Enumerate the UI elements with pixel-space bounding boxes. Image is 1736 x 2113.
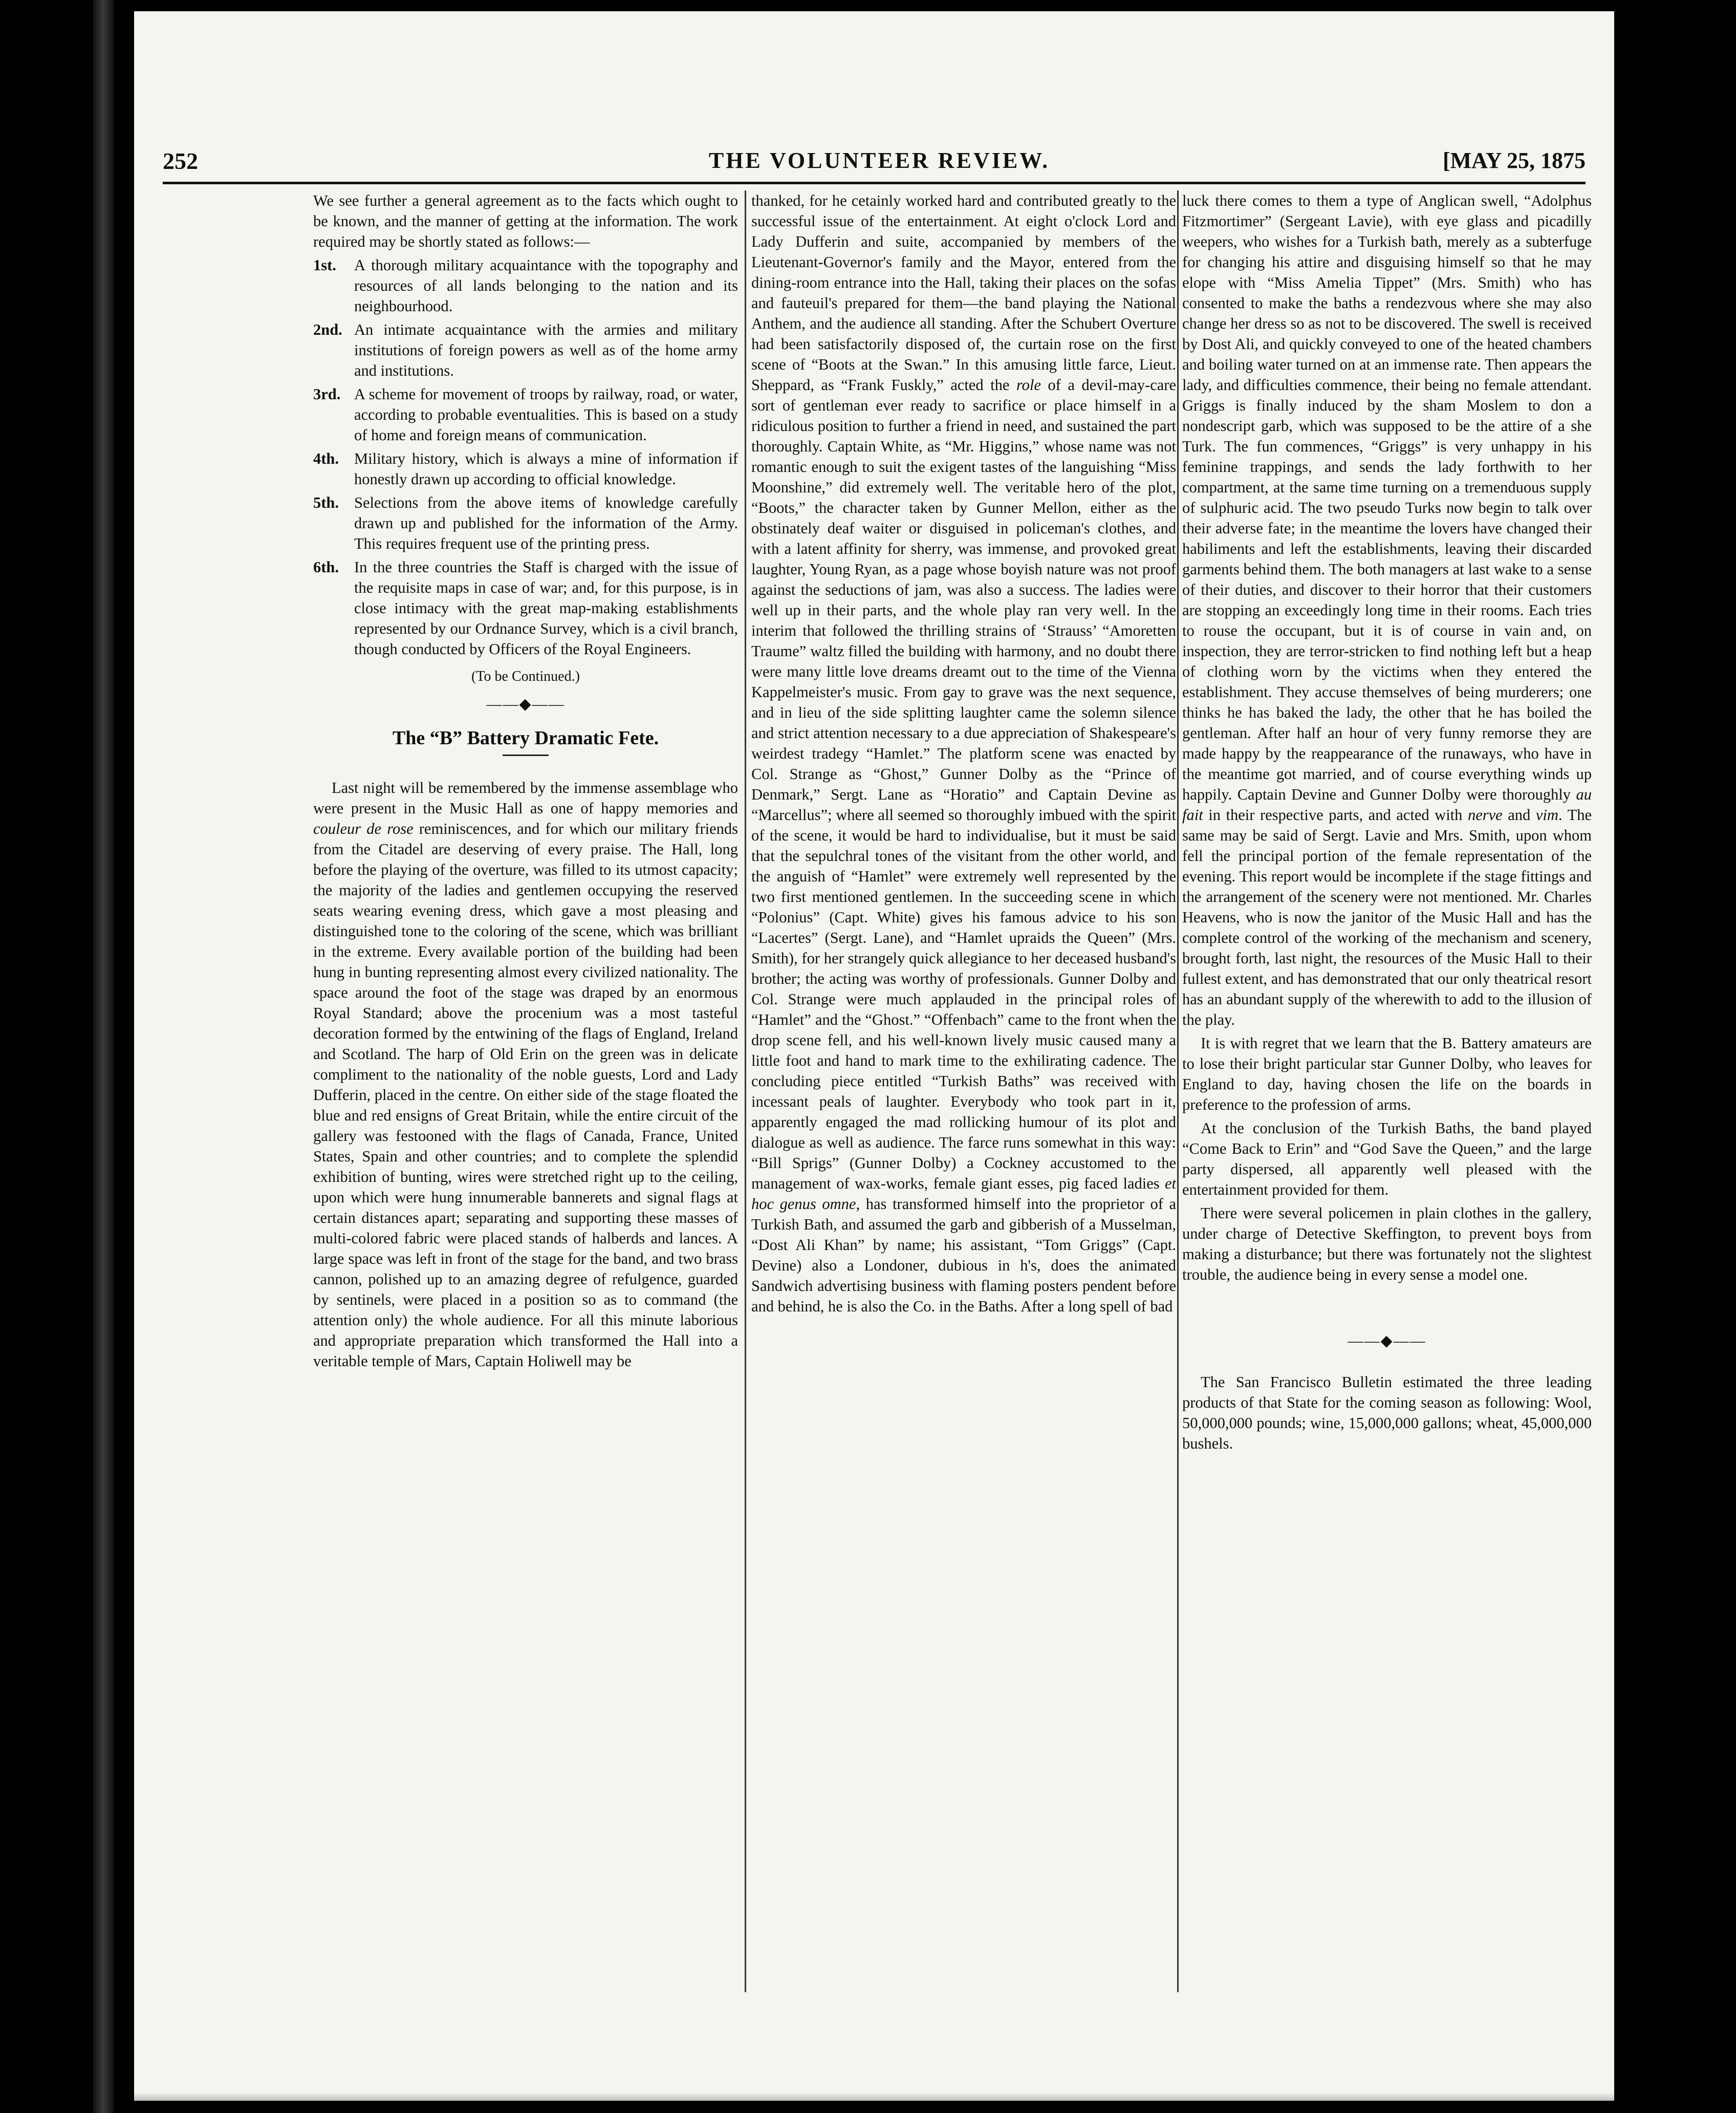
text-run: , has transformed himself into the proprietor of a Turkish Bath, and assumed the garb and gibberish of a Musselman, “Dost Ali Khan” by name; his assistant, “Tom Griggs” (Capt. Devine) also a Londoner, dubious in h's, does the animated Sandwich advertising business with flaming posters pendent before and behind, he is also the Co. in the Baths. After a long spell of bad [751, 1195, 1176, 1315]
article-title: The “B” Battery Dramatic Fete. [392, 727, 659, 749]
italic-text: couleur de rose [313, 820, 414, 837]
list-item [313, 448, 738, 489]
list-number: 3rd. [313, 385, 341, 403]
list-item [313, 492, 738, 554]
list-number: 4th. [313, 450, 339, 467]
column-3 [1182, 190, 1592, 2064]
list-item [313, 319, 738, 381]
column-1 [313, 190, 738, 2064]
list-item [313, 557, 738, 659]
text-run: . The same may be said of Sergt. Lavie and Mrs. Smith, upon whom fell the principal portion of the female representation of the evening. This report would be incomplete if the stage fittings and the arrangement of the scenery were not mentioned. Mr. Charles Heavens, who is now the janitor of the Music Hall and has the complete control of the working of the mechanism and scenery, brought forth, last night, the resources of the Music Hall to their fullest extent, and has demonstrated that our only theatrical resort has an abundant supply of the wherewith to add to the illusion of the play. [1182, 806, 1592, 1028]
list-number: 2nd. [313, 321, 342, 338]
text-run: in their respective parts, and acted with [1203, 806, 1468, 824]
text-run: and [1502, 806, 1536, 824]
film-margin-right [1616, 0, 1736, 2113]
page-number: 252 [163, 148, 198, 174]
text-run: reminiscences, and for which our military friends from the Citadel are deserving of every praise. The Hall, long before the playing of the overture, was filled to its utmost capacity; the majority of the ladies and gentlemen occupying the reserved seats wearing evening dress, which gave a most pleasing and distinguished tone to the coloring of the scene, which was brilliant in the extreme. Every available portion of the building had been hung in bunting representing almost every civilized nationality. The space around the foot of the stage was draped by an enormous Royal Standard; above the procenium was a most tasteful decoration formed by the entwining of the flags of England, Ireland and Scotland. The harp of Old Erin on the green was in delicate compliment to the nationality of the noble guests, Lord and Lady Dufferin, placed in the centre. On either side of the stage floated the blue and red ensigns of Great Britain, while the entire circuit of the gallery was festooned with the flags of Canada, France, United States, Spain and other countries; and to complete the splendid exhibition of bunting, wires were stretched right up to the ceiling, upon which were hung innumerable bannerets and signal flags at certain distances apart; separating and supporting these masses of multi-colored fabric were placed stands of halberds and lances. A large space was left in front of the stage for the band, and two brass cannon, polished up to an amazing degree of refulgence, guarded by sentinels, were placed in a position so as to command (the attention only) the whole audience. For all this minute laborious and appropriate preparation which transformed the Hall into a veritable temple of Mars, Captain Holiwell may be [313, 820, 738, 1370]
article-paragraph [751, 190, 1176, 1317]
issue-date: [MAY 25, 1875 [1442, 148, 1586, 173]
list-text: In the three countries the Staff is charged with the issue of the requisite maps in case of war; and, for this purpose, is in close intimacy with the great map-making establishments represented by our Ordnance Survey, which is a civil branch, though conducted by Officers of the Royal Engineers. [354, 558, 738, 658]
journal-title: THE VOLUNTEER REVIEW. [708, 148, 1050, 173]
list-number: 1st. [313, 256, 336, 274]
list-text: A scheme for movement of troops by railway, road, or water, according to probable eventualities. This is based on a study of home and foreign means of communication. [354, 385, 738, 444]
article-paragraph: At the conclusion of the Turkish Baths, the band played “Come Back to Erin” and “God Save the Queen,” and the large party dispersed, all apparently well pleased with the entertainment provided for them. [1182, 1119, 1592, 1198]
news-item-paragraph: The San Francisco Bulletin estimated the three leading products of that State for the coming season as following: Wool, 50,000,000 pounds; wine, 15,000,000 gallons; wheat, 45,000,000 bushels. [1182, 1373, 1592, 1452]
column-divider-2 [1177, 190, 1179, 1992]
column-2 [751, 190, 1176, 2064]
text-run: thanked, for he cetainly worked hard and contributed greatly to the successful issue of the entertainment. At eight o'clock Lord and Lady Dufferin and suite, accompanied by members of the Lieutenant-Governor's family and the Mayor, entered from the dining-room entrance into the Hall, taking their places on the sofas and fauteuil's prepared for them—the band playing the National Anthem, and the audience all standing. After the Schubert Overture had been satisfactorily disposed of, the curtain rose on the first scene of “Boots at the Swan.” In this amusing little farce, Lieut. Sheppard, as “Frank Fuskly,” acted the [751, 192, 1176, 394]
text-run: of a devil-may-care sort of gentleman ever ready to sacrifice or place himself in a ridiculous position to further a friend in need, and sustained the part thoroughly. Captain White, as “Mr. Higgins,” whose name was not romantic enough to suit the exigent tastes of the languishing “Miss Moonshine,” did extremely well. The veritable hero of the plot, “Boots,” the character taken by Gunner Mellon, either as the obstinately deaf waiter or disguised in policeman's clothes, and with a latent affinity for sherry, was immense, and provoked great laughter, Young Ryan, as a page whose boyish nature was not proof against the seductions of jam, was also a success. The ladies were well up in their parts, and the whole play ran very well. In the interim that followed the thrilling strains of ‘Strauss’ “Amoretten Traume” waltz filled the building with harmony, and no doubt there were many little love dreams dreamt out to the time of the Vienna Kappelmeister's music. From gay to grave was the next sequence, and in lieu of the side splitting laughter came the solemn silence and strict attention necessary to a due appreciation of Shakespeare's weirdest tradegy “Hamlet.” The platform scene was enacted by Col. Strange as “Ghost,” Gunner Dolby as the “Prince of Denmark,” Sergt. Lane as “Horatio” and Captain Devine as “Marcellus”; where all seemed so thoroughly imbued with the spirit of the scene, it would be hard to individualise, but it must be said that the sepulchral tones of the visitant from the other world, and the anguish of “Hamlet” were extremely well represented by the two first mentioned gentlemen. In the succeeding scene in which “Polonius” (Capt. White) gives his famous advice to his son “Lacertes” (Sergt. Lane), and “Hamlet upraids the Queen” (Mrs. Smith), for her strangely quick allegiance to her deceased husband's brother; the acting was worthy of professionals. Gunner Dolby and Col. Strange were much applauded in the principal roles of “Hamlet” and the “Ghost.” “Offenbach” came to the front when the drop scene fell, and his well-known lively music caused many a little foot and hand to mark time to the exhilirating cadence. The concluding piece entitled “Turkish Baths” was received with incessant peals of laughter. Everybody who took part in it, apparently engaged the mad rollicking humour of its plot and dialogue as well as audience. The farce runs somewhat in this way: “Bill Sprigs” (Gunner Dolby) a Cockney accustomed to the management of wax-works, female giant esses, pig faced ladies [751, 376, 1176, 1192]
article-paragraph: It is with regret that we learn that the B. Battery amateurs are to lose their bright particular star Gunner Dolby, who leaves for England to day, having chosen the life on the boards in preference to the profession of arms. [1182, 1034, 1592, 1113]
section-ornament: ——◆—— [486, 696, 565, 713]
italic-text: au fait [1182, 786, 1592, 824]
italic-text: nerve [1467, 806, 1503, 824]
film-margin-left [0, 0, 128, 2113]
article-paragraph [313, 778, 738, 1371]
header-rule [163, 182, 1586, 184]
list-item [313, 384, 738, 445]
list-number: 6th. [313, 558, 339, 576]
page-bottom-shadow [134, 2093, 1614, 2113]
list-text: A thorough military acquaintance with the topography and resources of all lands belonging to the nation and its neighbourhood. [354, 256, 738, 315]
article-paragraph: There were several policemen in plain clothes in the gallery, under charge of Detective Skeffington, to prevent boys from making a disturbance; but there was fortunately not the slightest trouble, the audience being in every sense a model one. [1182, 1204, 1592, 1283]
text-run: luck there comes to them a type of Anglican swell, “Adolphus Fitzmortimer” (Sergeant Lavie), with eye glass and picadilly weepers, who wishes for a Turkish bath, merely as a subterfuge for changing his attire and disguising himself so that he may elope with “Miss Amelia Tippet” (Mrs. Smith) who has consented to make the baths a rendezvous where she may also change her dress so as not to be discovered. The swell is received by Dost Ali, and quickly conveyed to one of the heated chambers and boiling water turned on at an immense rate. Then appears the lady, and difficulties commence, their being no female attendant. Griggs is finally induced by the sham Moslem to don a nondescript garb, which was supposed to be the attire of a she Turk. The fun commences, “Griggs” is very unhappy in his feminine trappings, and sends the lady forthwith to her compartment, at the same time turning on a tremenduous supply of sulphuric acid. The two pseudo Turks now begin to talk over their adverse fate; in the meantime the lovers have changed their habiliments and left the establishments, leaving their discarded garments behind them. The both managers at last wake to a sense of their duties, and discover to their horror that their customers are stopping an exceedingly long time in their rooms. Each tries to rouse the occupant, but it is of course in vain and, on inspection, they are terror-stricken to find nothing left but a heap of clothing worn by the victims when they entered the establishment. They accuse themselves of being murderers; one thinks he has baked the lady, the other that he has boiled the gentleman. After half an hour of very funny remorse they are made happy by the reappearance of the runaways, who have in the meantime got married, and of course everything winds up happily. Captain Devine and Gunner Dolby were thoroughly [1182, 192, 1592, 803]
text-run: Last night will be remembered by the immense assemblage who were present in the Music Hall as one of happy memories and [313, 779, 738, 817]
title-rule [503, 754, 549, 756]
italic-text: role [1016, 376, 1041, 394]
italic-text: vim [1535, 806, 1558, 824]
list-number: 5th. [313, 494, 339, 511]
column-divider-1 [745, 190, 746, 1992]
list-item [313, 255, 738, 316]
section-ornament: ——◆—— [1348, 1332, 1426, 1349]
article-paragraph [1182, 190, 1592, 1030]
italic-text: et hoc genus omne [751, 1175, 1176, 1213]
list-text: An intimate acquaintance with the armies and military institutions of foreign powers as well as of the home army and institutions. [354, 321, 738, 379]
intro-paragraph: We see further a general agreement as to the facts which ought to be known, and the manner of getting at the information. The work required may be shortly stated as follows:— [313, 192, 738, 250]
list-text: Military history, which is always a mine of information if honestly drawn up according to official knowledge. [354, 450, 738, 488]
to-be-continued: (To be Continued.) [471, 669, 580, 684]
list-text: Selections from the above items of knowledge carefully drawn up and published for the information of the Army. This requires frequent use of the printing press. [354, 494, 738, 552]
